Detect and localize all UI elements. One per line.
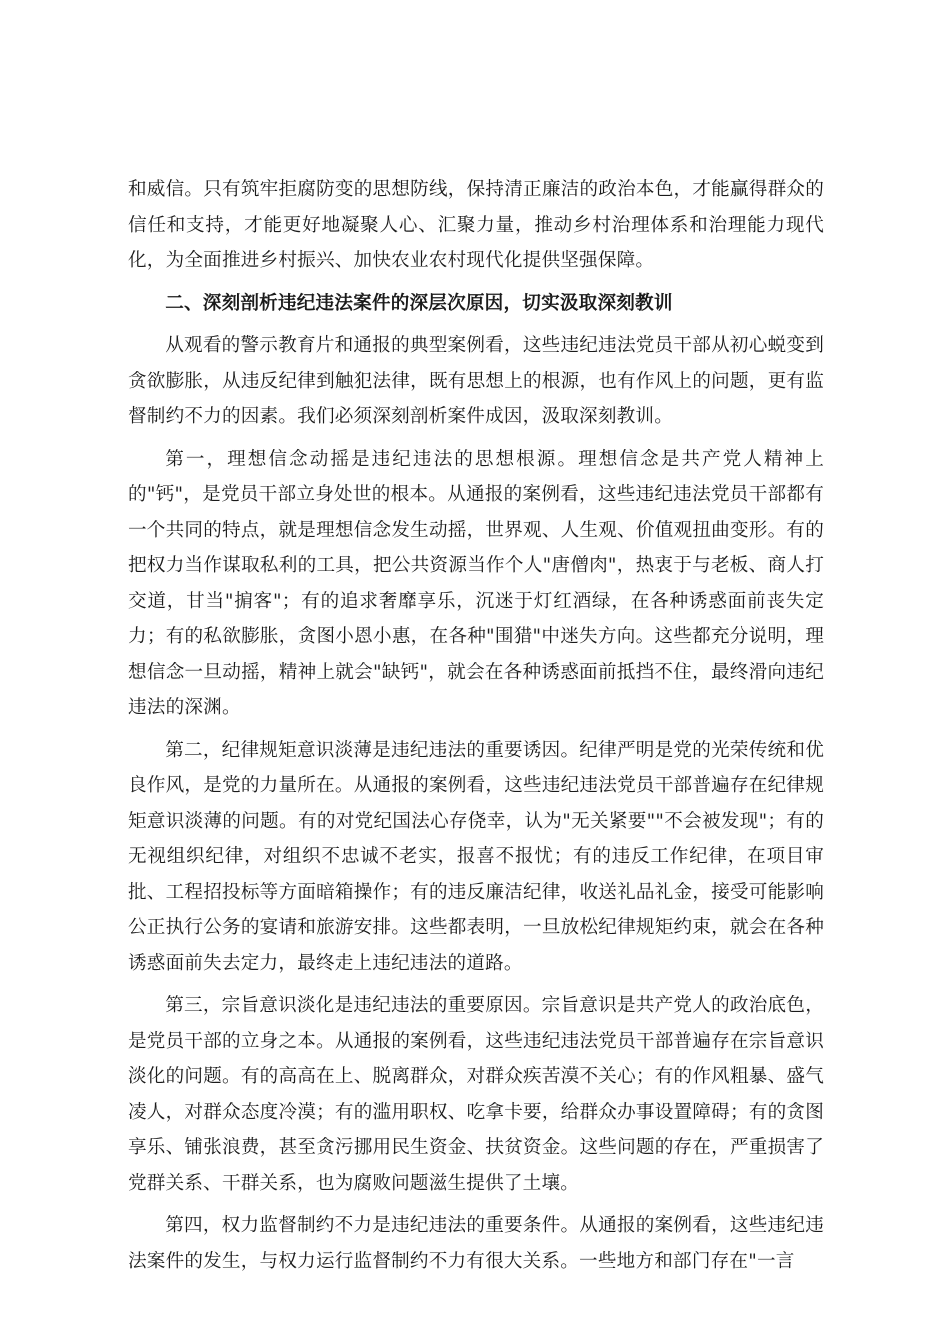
paragraph-point-1: 第一，理想信念动摇是违纪违法的思想根源。理想信念是共产党人精神上的"钙"，是党员干部立身处世的根本。从通报的案例看，这些违纪违法党员干部都有一个共同的特点，就是理想信念发生动摇，世界观、人生观、价值观扭曲变形。有的把权力当作谋取私利的工具，把公共资源当作个人"唐僧肉"，热衷于与老板、商人打交道，甘当"掮客"；有的追求奢靡享乐，沉迷于灯红酒绿，在各种诱惑面前丧失定力；有的私欲膨胀，贪图小恩小惠，在各种"围猎"中迷失方向。这些都充分说明，理想信念一旦动摇，精神上就会"缺钙"，就会在各种诱惑面前抵挡不住，最终滑向违纪违法的深渊。 bbox=[128, 448, 824, 718]
document-page bbox=[128, 172, 824, 1279]
section-heading-2: 二、深刻剖析违纪违法案件的深层次原因，切实汲取深刻教训 bbox=[165, 292, 673, 314]
paragraph-intro: 和威信。只有筑牢拒腐防变的思想防线，保持清正廉洁的政治本色，才能赢得群众的信任和支持，才能更好地凝聚人心、汇聚力量，推动乡村治理体系和治理能力现代化，为全面推进乡村振兴、加快农业农村现代化提供坚强保障。 bbox=[128, 179, 824, 271]
paragraph-point-3: 第三，宗旨意识淡化是违纪违法的重要原因。宗旨意识是共产党人的政治底色，是党员干部的立身之本。从通报的案例看，这些违纪违法党员干部普遍存在宗旨意识淡化的问题。有的高高在上、脱离群众，对群众疾苦漠不关心；有的作风粗暴、盛气凌人，对群众态度冷漠；有的滥用职权、吃拿卡要，给群众办事设置障碍；有的贪图享乐、铺张浪费，甚至贪污挪用民生资金、扶贫资金。这些问题的存在，严重损害了党群关系、干群关系，也为腐败问题滋生提供了土壤。 bbox=[128, 995, 824, 1194]
paragraph-point-4: 第四，权力监督制约不力是违纪违法的重要条件。从通报的案例看，这些违纪违法案件的发生，与权力运行监督制约不力有很大关系。一些地方和部门存在"一言 bbox=[128, 1215, 824, 1272]
paragraph-overview: 从观看的警示教育片和通报的典型案例看，这些违纪违法党员干部从初心蜕变到贪欲膨胀，从违反纪律到触犯法律，既有思想上的根源，也有作风上的问题，更有监督制约不力的因素。我们必须深刻剖析案件成因，汲取深刻教训。 bbox=[128, 335, 824, 427]
paragraph-point-2: 第二，纪律规矩意识淡薄是违纪违法的重要诱因。纪律严明是党的光荣传统和优良作风，是党的力量所在。从通报的案例看，这些违纪违法党员干部普遍存在纪律规矩意识淡薄的问题。有的对党纪国法心存侥幸，认为"无关紧要""不会被发现"；有的无视组织纪律，对组织不忠诚不老实，报喜不报忧；有的违反工作纪律，在项目审批、工程招投标等方面暗箱操作；有的违反廉洁纪律，收送礼品礼金，接受可能影响公正执行公务的宴请和旅游安排。这些都表明，一旦放松纪律规矩约束，就会在各种诱惑面前失去定力，最终走上违纪违法的道路。 bbox=[128, 739, 824, 974]
